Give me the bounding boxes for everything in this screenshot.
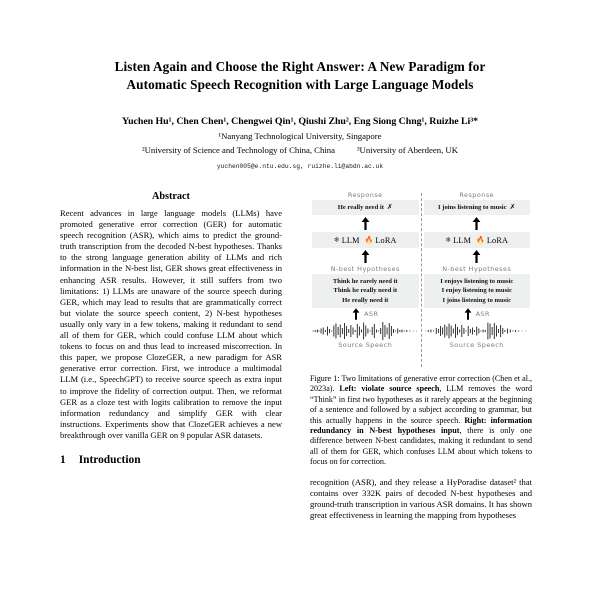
trainable-lora-left [365, 236, 397, 245]
lora-label-right: LoRA [486, 235, 509, 245]
source-speech-label-right: Source Speech [449, 340, 504, 349]
cross-icon: ✗ [509, 203, 516, 211]
abstract-text: Recent advances in large language models (LLMs) have promoted generative error correction (GER) for automatic speech recognition (ASR), which aims to predict the ground-truth transcription from the decoded N-best hypotheses. Thanks to the strong language generation ability of LLMs and rich information in the N-best list, GER shows great effectiveness in enhancing ASR results. However, it still suffers from two limitations: 1) LLMs are unaware of the source speech during GER, which may lead to results that are grammatically correct but violate the source speech content, 2) N-best hypotheses usually only vary in a few tokens, making it redundant to send all of them for GER, which could confuse LLM about which tokens to focus on and thus lead to increased miscorrection. In this paper, we propose ClozeGER, a new paradigm for ASR generative error correction. First, we introduce a multimodal LLM (i.e., SpeechGPT) to receive source speech as extra input to improve the fidelity of correction output. Then, we reformat GER as a cloze test with logits calibration to remove the input information redundancy and simplify GER with clear instructions. Experiments show that ClozeGER achieves a new breakthrough over vanilla GER on 9 popular ASR datasets. [60, 208, 282, 440]
caption-part-2: , LLM removes the word “Think” in first two hypotheses as it rarely appears at the beginning of a sentence and followed by a subject according to grammar, but this actually happens in the source speech. [310, 384, 532, 425]
asr-label-right: ASR [475, 309, 490, 318]
response-text-left-value: He really need it [337, 204, 384, 211]
asr-row-left [352, 308, 378, 321]
arrow-up-icon [464, 308, 472, 320]
waveform-left [312, 321, 419, 341]
response-box-left [312, 200, 419, 215]
hypothesis-item: I joins listening to music [442, 296, 511, 304]
section-number: 1 [60, 453, 66, 466]
frozen-llm-left [334, 236, 360, 245]
section-introduction-heading [60, 454, 282, 466]
hypothesis-item: He really need it [342, 296, 389, 304]
response-label-left: Response [347, 191, 383, 199]
arrow-up-icon [472, 250, 481, 263]
arrow-up-icon [352, 308, 360, 320]
source-speech-label-left: Source Speech [338, 340, 393, 349]
flame-icon: 🔥 [364, 235, 374, 244]
hypothesis-item: I enjoy listening to music [441, 287, 512, 295]
response-text-right-value: I joins listening to music [438, 204, 507, 211]
model-box-left [312, 232, 419, 248]
arrow-up-icon [361, 217, 370, 230]
section-title: Introduction [78, 453, 141, 466]
affiliation-2b: ³University of Aberdeen, UK [356, 145, 458, 155]
figure-1-diagram [310, 191, 532, 369]
right-column [310, 191, 532, 521]
caption-part-1: Figure 1: Two limitations of generative error correction (Chen et al., 2023a). [310, 374, 532, 394]
waveform-right [424, 321, 531, 341]
snowflake-icon: ❄ [333, 235, 340, 244]
figure-panel-right [422, 191, 533, 369]
model-box-right [424, 232, 531, 248]
caption-bold-2: Right: information redundancy in N-best hypotheses input [310, 415, 532, 436]
caption-part-3: , there is only one difference between N-best candidates, making it redundant to send all of them for GER, which confuses LLM about which tokens to focus on for correction. [310, 426, 532, 467]
arrow-up-icon [361, 250, 370, 263]
cross-icon: ✗ [386, 203, 393, 211]
hypotheses-box-left [312, 274, 419, 308]
title-line-2: Automatic Speech Recognition with Large Language Models [126, 77, 474, 92]
affiliation-line-1: ¹Nanyang Technological University, Singapore [218, 131, 382, 141]
response-text-right [426, 203, 529, 212]
hypotheses-box-right [424, 274, 531, 308]
right-column-body-text: recognition (ASR), and they release a HyPoradise dataset² that contains over 332K pairs of decoded N-best hypotheses and ground-truth transcription in various ASR domains. It has shown great effectiveness in learning the mapping from hypotheses [310, 476, 532, 520]
figure-1-caption [310, 374, 532, 468]
flame-icon: 🔥 [476, 235, 485, 244]
caption-bold-1: Left: violate source speech [339, 384, 440, 394]
arrow-up-icon [472, 217, 481, 230]
llm-label-left: LLM [341, 235, 360, 245]
left-column [60, 191, 282, 521]
hypotheses-label-right: N-best Hypotheses [442, 265, 512, 274]
title-line-1: Listen Again and Choose the Right Answer: A New Paradigm for [114, 59, 486, 74]
affiliation-line-2 [60, 144, 540, 156]
hypothesis-item: I enjoys listening to music [440, 278, 514, 286]
response-text-left [314, 203, 417, 212]
response-box-right [424, 200, 531, 215]
response-label-right: Response [459, 191, 495, 199]
author-list: Yuchen Hu¹, Chen Chen¹, Chengwei Qin¹, Qiushi Zhu², Eng Siong Chng¹, Ruizhe Li³* [121, 116, 479, 127]
hypothesis-item: Think he really need it [333, 287, 398, 295]
snowflake-icon: ❄ [445, 235, 452, 244]
asr-row-right [464, 308, 490, 321]
abstract-heading: Abstract [152, 191, 190, 202]
asr-label-left: ASR [364, 309, 379, 318]
frozen-llm-right [445, 236, 471, 245]
figure-panel-left [310, 191, 421, 369]
hypotheses-label-left: N-best Hypotheses [330, 265, 400, 274]
llm-label-right: LLM [453, 235, 472, 245]
column-spacer [310, 468, 532, 477]
two-column-body [60, 191, 540, 521]
trainable-lora-right [476, 236, 508, 245]
author-emails: yuchen005@e.ntu.edu.sg, ruizhe.li@abdn.ac.uk [216, 163, 384, 170]
lora-label-left: LoRA [375, 235, 397, 245]
figure-1 [310, 191, 532, 468]
affiliation-2a: ²University of Science and Technology of China, China [142, 145, 335, 155]
hypothesis-item: Think he rarely need it [332, 278, 398, 286]
page-title [64, 58, 536, 94]
